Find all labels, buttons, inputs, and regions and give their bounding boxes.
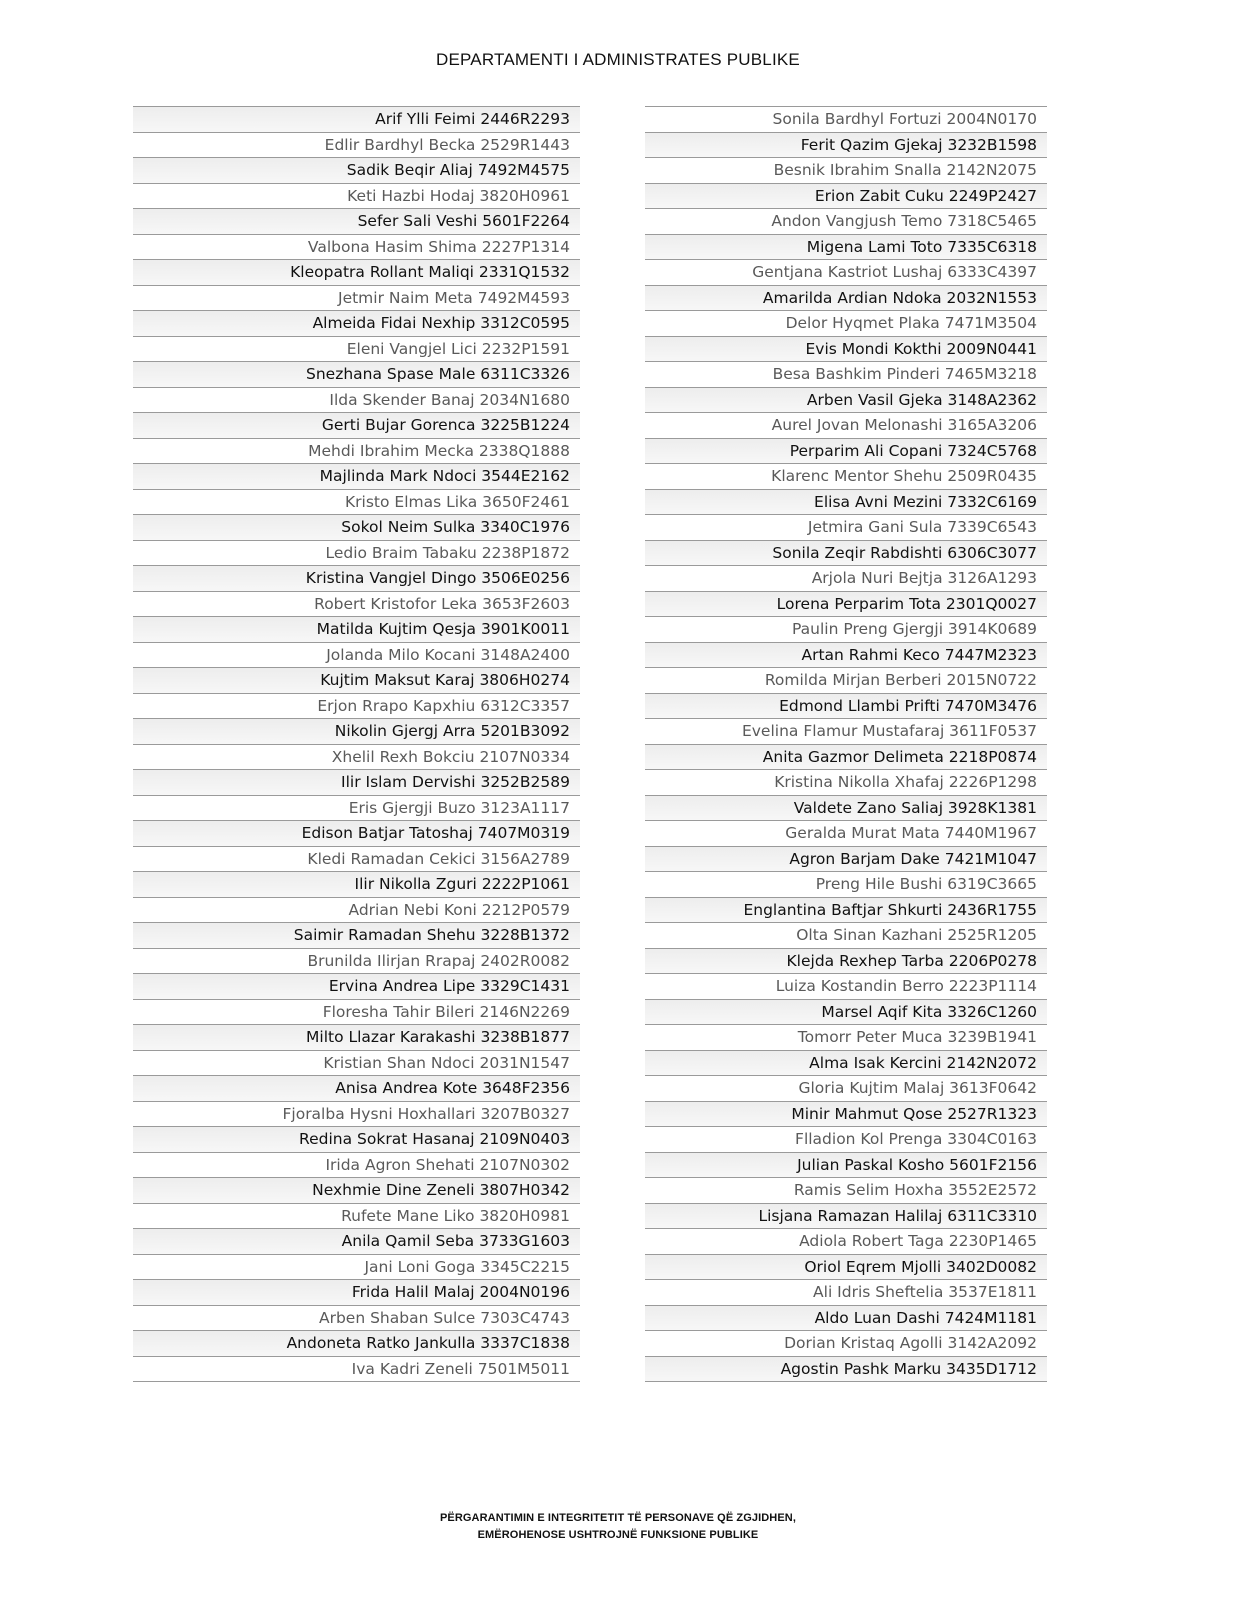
- list-item: [133, 1279, 580, 1305]
- footer: [0, 1510, 1236, 1544]
- list-item: [133, 208, 580, 234]
- list-item: [645, 616, 1047, 642]
- list-item: [645, 132, 1047, 158]
- person-entry: Olta Sinan Kazhani 2525R1205: [796, 926, 1037, 944]
- person-entry: Adrian Nebi Koni 2212P0579: [348, 900, 570, 919]
- list-item: [645, 897, 1047, 923]
- list-item: [645, 285, 1047, 311]
- list-item: [645, 540, 1047, 566]
- person-entry: Sokol Neim Sulka 3340C1976: [341, 518, 570, 536]
- list-item: [645, 1356, 1047, 1383]
- list-item: [133, 897, 580, 923]
- person-entry: Irida Agron Shehati 2107N0302: [325, 1155, 570, 1174]
- person-entry: Majlinda Mark Ndoci 3544E2162: [319, 467, 570, 485]
- list-item: [133, 820, 580, 846]
- person-entry: Ferit Qazim Gjekaj 3232B1598: [800, 135, 1037, 154]
- person-entry: Ilir Nikolla Zguri 2222P1061: [354, 875, 570, 893]
- list-item: [645, 1279, 1047, 1305]
- list-item: [133, 438, 580, 464]
- person-entry: Perparim Ali Copani 7324C5768: [789, 441, 1037, 460]
- person-entry: Evelina Flamur Mustafaraj 3611F0537: [741, 722, 1037, 740]
- person-entry: Brunilda Ilirjan Rrapaj 2402R0082: [307, 951, 570, 970]
- list-item: [645, 565, 1047, 591]
- person-entry: Gentjana Kastriot Lushaj 6333C4397: [752, 263, 1037, 281]
- person-entry: Rufete Mane Liko 3820H0981: [341, 1206, 570, 1225]
- list-item: [133, 616, 580, 642]
- list-item: [133, 259, 580, 285]
- list-item: [133, 132, 580, 158]
- list-item: [645, 106, 1047, 132]
- list-item: [133, 1228, 580, 1254]
- person-entry: Arben Vasil Gjeka 3148A2362: [806, 390, 1037, 409]
- person-entry: Gerti Bujar Gorenca 3225B1224: [321, 416, 570, 434]
- person-entry: Robert Kristofor Leka 3653F2603: [314, 594, 570, 613]
- person-entry: Edlir Bardhyl Becka 2529R1443: [324, 135, 570, 154]
- person-entry: Sonila Zeqir Rabdishti 6306C3077: [772, 543, 1037, 562]
- person-entry: Snezhana Spase Male 6311C3326: [306, 365, 570, 383]
- list-item: [645, 948, 1047, 974]
- list-item: [133, 489, 580, 515]
- person-entry: Anita Gazmor Delimeta 2218P0874: [762, 747, 1037, 766]
- person-entry: Edmond Llambi Prifti 7470M3476: [779, 696, 1037, 715]
- person-entry: Minir Mahmut Qose 2527R1323: [791, 1104, 1037, 1123]
- footer-line-1: PËRGARANTIMIN E INTEGRITETIT TË PERSONAVE QË ZGJIDHEN,: [439, 1512, 796, 1524]
- list-item: [133, 871, 580, 897]
- person-entry: Marsel Aqif Kita 3326C1260: [821, 1002, 1037, 1021]
- person-entry: Ervina Andrea Lipe 3329C1431: [328, 977, 570, 995]
- list-item: [133, 106, 580, 132]
- list-item: [133, 1305, 580, 1331]
- list-item: [645, 183, 1047, 209]
- list-item: [645, 744, 1047, 770]
- list-item: [133, 718, 580, 744]
- list-item: [133, 1356, 580, 1383]
- person-entry: Besnik Ibrahim Snalla 2142N2075: [773, 161, 1037, 179]
- list-item: [133, 973, 580, 999]
- person-entry: Kujtim Maksut Karaj 3806H0274: [320, 671, 570, 689]
- list-item: [645, 871, 1047, 897]
- list-item: [645, 310, 1047, 336]
- person-entry: Alma Isak Kercini 2142N2072: [809, 1053, 1037, 1072]
- person-entry: Aldo Luan Dashi 7424M1181: [814, 1308, 1037, 1327]
- list-item: [645, 412, 1047, 438]
- person-entry: Valdete Zano Saliaj 3928K1381: [793, 798, 1037, 817]
- person-entry: Preng Hile Bushi 6319C3665: [815, 875, 1037, 893]
- list-item: [645, 846, 1047, 872]
- list-item: [133, 514, 580, 540]
- list-item: [645, 642, 1047, 668]
- person-entry: Flladion Kol Prenga 3304C0163: [795, 1130, 1037, 1148]
- person-entry: Valbona Hasim Shima 2227P1314: [307, 237, 570, 256]
- list-item: [133, 1177, 580, 1203]
- person-entry: Andon Vangjush Temo 7318C5465: [771, 212, 1037, 230]
- person-entry: Tomorr Peter Muca 3239B1941: [797, 1028, 1037, 1046]
- list-item: [133, 922, 580, 948]
- person-entry: Jolanda Milo Kocani 3148A2400: [326, 645, 570, 664]
- person-entry: Edison Batjar Tatoshaj 7407M0319: [301, 824, 570, 842]
- person-entry: Ramis Selim Hoxha 3552E2572: [793, 1181, 1037, 1199]
- footer-line-2: EMËROHENOSE USHTROJNË FUNKSIONE PUBLIKE: [477, 1529, 759, 1541]
- person-entry: Kledi Ramadan Cekici 3156A2789: [307, 849, 570, 868]
- list-item: [133, 565, 580, 591]
- list-item: [645, 1330, 1047, 1356]
- list-item: [645, 667, 1047, 693]
- list-item: [645, 1177, 1047, 1203]
- list-item: [133, 1203, 580, 1229]
- person-entry: Iva Kadri Zeneli 7501M5011: [351, 1359, 570, 1378]
- list-item: [645, 1075, 1047, 1101]
- person-entry: Arif Ylli Feimi 2446R2293: [375, 110, 570, 128]
- person-entry: Aurel Jovan Melonashi 3165A3206: [771, 416, 1037, 434]
- person-entry: Besa Bashkim Pinderi 7465M3218: [772, 365, 1037, 383]
- list-item: [645, 1228, 1047, 1254]
- person-entry: Arjola Nuri Bejtja 3126A1293: [811, 569, 1037, 587]
- person-entry: Ilir Islam Dervishi 3252B2589: [341, 773, 570, 791]
- person-entry: Evis Mondi Kokthi 2009N0441: [805, 339, 1037, 358]
- person-entry: Keti Hazbi Hodaj 3820H0961: [347, 186, 570, 205]
- list-item: [645, 999, 1047, 1025]
- list-item: [133, 310, 580, 336]
- list-item: [645, 1126, 1047, 1152]
- person-entry: Erion Zabit Cuku 2249P2427: [814, 186, 1037, 205]
- list-item: [645, 1101, 1047, 1127]
- list-item: [133, 948, 580, 974]
- person-entry: Agostin Pashk Marku 3435D1712: [780, 1359, 1037, 1378]
- list-item: [133, 1101, 580, 1127]
- list-item: [133, 183, 580, 209]
- person-entry: Sonila Bardhyl Fortuzi 2004N0170: [772, 110, 1037, 128]
- person-entry: Delor Hyqmet Plaka 7471M3504: [785, 314, 1037, 332]
- person-entry: Saimir Ramadan Shehu 3228B1372: [293, 926, 570, 944]
- right-name-list: [645, 106, 1047, 1382]
- person-entry: Ilda Skender Banaj 2034N1680: [329, 390, 570, 409]
- list-item: [133, 642, 580, 668]
- list-item: [133, 769, 580, 795]
- list-item: [645, 795, 1047, 821]
- person-entry: Lorena Perparim Tota 2301Q0027: [776, 594, 1037, 613]
- person-entry: Gloria Kujtim Malaj 3613F0642: [798, 1079, 1037, 1097]
- list-item: [133, 1330, 580, 1356]
- list-item: [133, 667, 580, 693]
- list-item: [645, 438, 1047, 464]
- person-entry: Almeida Fidai Nexhip 3312C0595: [312, 314, 570, 332]
- person-entry: Erjon Rrapo Kapxhiu 6312C3357: [317, 696, 570, 715]
- person-entry: Eris Gjergji Buzo 3123A1117: [348, 798, 570, 817]
- left-name-list: [133, 106, 580, 1382]
- list-item: [645, 1203, 1047, 1229]
- list-item: [133, 795, 580, 821]
- person-entry: Klarenc Mentor Shehu 2509R0435: [771, 467, 1037, 485]
- person-entry: Romilda Mirjan Berberi 2015N0722: [764, 671, 1037, 689]
- list-item: [645, 693, 1047, 719]
- person-entry: Kleopatra Rollant Maliqi 2331Q1532: [290, 263, 570, 281]
- list-item: [645, 234, 1047, 260]
- person-entry: Anila Qamil Seba 3733G1603: [341, 1232, 570, 1250]
- person-entry: Nexhmie Dine Zeneli 3807H0342: [312, 1181, 570, 1199]
- list-item: [133, 412, 580, 438]
- person-entry: Milto Llazar Karakashi 3238B1877: [306, 1028, 570, 1046]
- person-entry: Geralda Murat Mata 7440M1967: [785, 824, 1037, 842]
- person-entry: Klejda Rexhep Tarba 2206P0278: [786, 951, 1037, 970]
- list-item: [645, 973, 1047, 999]
- person-entry: Julian Paskal Kosho 5601F2156: [797, 1155, 1037, 1174]
- list-item: [645, 514, 1047, 540]
- person-entry: Englantina Baftjar Shkurti 2436R1755: [743, 900, 1037, 919]
- list-item: [645, 591, 1047, 617]
- list-item: [645, 1305, 1047, 1331]
- list-item: [645, 157, 1047, 183]
- person-entry: Oriol Eqrem Mjolli 3402D0082: [804, 1257, 1037, 1276]
- person-entry: Sadik Beqir Aliaj 7492M4575: [346, 161, 570, 179]
- person-entry: Frida Halil Malaj 2004N0196: [351, 1283, 570, 1301]
- person-entry: Ali Idris Sheftelia 3537E1811: [813, 1283, 1037, 1301]
- person-entry: Matilda Kujtim Qesja 3901K0011: [316, 620, 570, 638]
- person-entry: Eleni Vangjel Lici 2232P1591: [346, 339, 570, 358]
- list-item: [133, 1050, 580, 1076]
- list-item: [645, 1050, 1047, 1076]
- person-entry: Adiola Robert Taga 2230P1465: [799, 1232, 1037, 1250]
- list-item: [133, 846, 580, 872]
- list-item: [645, 820, 1047, 846]
- list-item: [133, 591, 580, 617]
- list-item: [133, 999, 580, 1025]
- person-entry: Paulin Preng Gjergji 3914K0689: [792, 620, 1037, 638]
- list-item: [645, 361, 1047, 387]
- list-item: [133, 1024, 580, 1050]
- list-item: [645, 489, 1047, 515]
- person-entry: Kristian Shan Ndoci 2031N1547: [323, 1053, 570, 1072]
- list-item: [645, 718, 1047, 744]
- list-item: [133, 285, 580, 311]
- list-item: [133, 157, 580, 183]
- list-item: [133, 336, 580, 362]
- person-entry: Jetmira Gani Sula 7339C6543: [807, 518, 1037, 536]
- list-item: [645, 922, 1047, 948]
- page-title: DEPARTAMENTI I ADMINISTRATES PUBLIKE: [436, 50, 800, 69]
- person-entry: Nikolin Gjergj Arra 5201B3092: [334, 722, 570, 740]
- list-item: [645, 1024, 1047, 1050]
- list-item: [133, 463, 580, 489]
- person-entry: Kristina Nikolla Xhafaj 2226P1298: [774, 773, 1037, 791]
- person-entry: Fjoralba Hysni Hoxhallari 3207B0327: [282, 1104, 570, 1123]
- list-item: [133, 540, 580, 566]
- list-item: [133, 744, 580, 770]
- list-item: [133, 1126, 580, 1152]
- list-item: [133, 1254, 580, 1280]
- person-entry: Xhelil Rexh Bokciu 2107N0334: [331, 747, 570, 766]
- person-entry: Amarilda Ardian Ndoka 2032N1553: [762, 288, 1037, 307]
- person-entry: Elisa Avni Mezini 7332C6169: [814, 492, 1037, 511]
- person-entry: Kristina Vangjel Dingo 3506E0256: [305, 569, 570, 587]
- list-item: [645, 1152, 1047, 1178]
- list-item: [645, 259, 1047, 285]
- person-entry: Dorian Kristaq Agolli 3142A2092: [784, 1334, 1037, 1352]
- list-item: [133, 361, 580, 387]
- person-entry: Jetmir Naim Meta 7492M4593: [338, 288, 570, 307]
- person-entry: Mehdi Ibrahim Mecka 2338Q1888: [308, 441, 570, 460]
- person-entry: Migena Lami Toto 7335C6318: [806, 237, 1037, 256]
- list-item: [133, 693, 580, 719]
- list-item: [645, 463, 1047, 489]
- list-item: [645, 336, 1047, 362]
- person-entry: Ledio Braim Tabaku 2238P1872: [325, 543, 570, 562]
- list-item: [645, 208, 1047, 234]
- person-entry: Luiza Kostandin Berro 2223P1114: [775, 977, 1037, 995]
- list-item: [133, 234, 580, 260]
- person-entry: Lisjana Ramazan Halilaj 6311C3310: [758, 1206, 1037, 1225]
- person-entry: Redina Sokrat Hasanaj 2109N0403: [299, 1130, 570, 1148]
- list-item: [133, 1075, 580, 1101]
- list-item: [133, 1152, 580, 1178]
- person-entry: Kristo Elmas Lika 3650F2461: [345, 492, 570, 511]
- list-item: [645, 387, 1047, 413]
- person-entry: Anisa Andrea Kote 3648F2356: [335, 1079, 570, 1097]
- person-entry: Artan Rahmi Keco 7447M2323: [801, 645, 1037, 664]
- person-entry: Agron Barjam Dake 7421M1047: [789, 849, 1037, 868]
- person-entry: Arben Shaban Sulce 7303C4743: [318, 1308, 570, 1327]
- person-entry: Andoneta Ratko Jankulla 3337C1838: [286, 1334, 570, 1352]
- person-entry: Sefer Sali Veshi 5601F2264: [357, 212, 570, 230]
- person-entry: Jani Loni Goga 3345C2215: [364, 1257, 570, 1276]
- list-item: [645, 1254, 1047, 1280]
- person-entry: Floresha Tahir Bileri 2146N2269: [322, 1002, 570, 1021]
- list-item: [645, 769, 1047, 795]
- list-item: [133, 387, 580, 413]
